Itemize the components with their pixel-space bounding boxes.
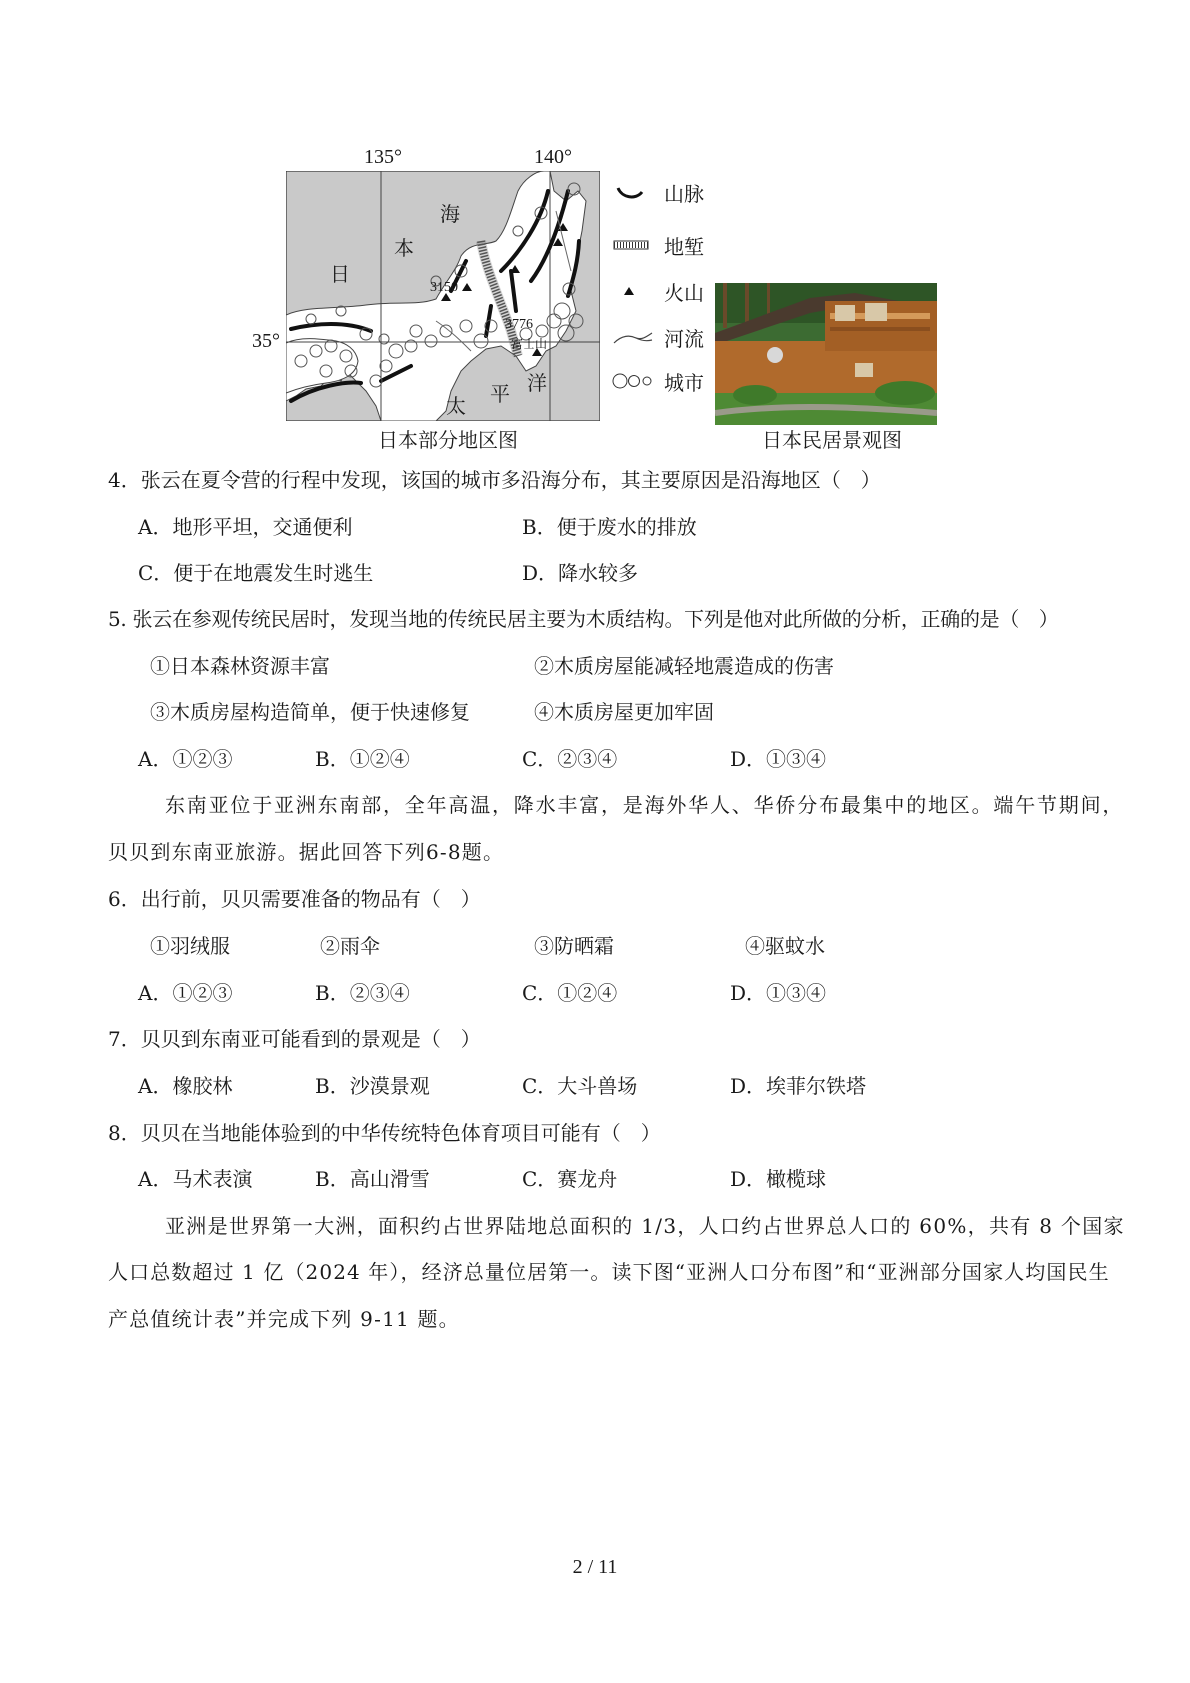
passage-9-11-line3: 产总值统计表”并完成下列 9-11 题。 [108,1307,460,1331]
q6-option-d: D．①③④ [730,981,827,1005]
japan-map-figure [0,0,1190,460]
ocean-label-ping: 平 [490,382,510,406]
graben-icon [612,235,654,255]
lat-label-35: 35° [252,330,280,352]
legend-river: 河流 [612,322,704,352]
sea-label-ri: 日 [330,262,350,286]
q6-item-2: ②雨伞 [320,934,380,958]
q5-item-3: ③木质房屋构造简单，便于快速修复 [150,700,470,724]
q5-option-a: A．①②③ [138,747,233,771]
page-number: 2 / 11 [572,1556,618,1578]
legend-volcano: 火山 [612,276,704,306]
q4-option-c: C．便于在地震发生时逃生 [138,561,374,585]
q5-option-d: D．①③④ [730,747,827,771]
q8-option-d: D．橄榄球 [730,1167,827,1191]
passage-9-11-line2: 人口总数超过 1 亿（2024 年），经济总量位居第一。读下图“亚洲人口分布图”和“亚洲部分国家人均国民生 [108,1260,1110,1284]
passage-6-8-line1: 东南亚位于亚洲东南部，全年高温，降水丰富，是海外华人、华侨分布最集中的地区。端午节期间， [165,793,1125,817]
q7-stem: 7．贝贝到东南亚可能看到的景观是（ ） [108,1027,481,1051]
legend-graben: 地堑 [612,230,704,260]
q5-item-4: ④木质房屋更加牢固 [534,700,714,724]
legend-city: 城市 [612,366,704,396]
city-circles-icon [612,371,654,391]
q6-item-4: ④驱蚊水 [745,934,825,958]
volcano-icon [612,281,654,301]
elevation-3776: 3776 [505,317,533,332]
q7-option-d: D．埃菲尔铁塔 [730,1074,867,1098]
q5-option-c: C．②③④ [522,747,618,771]
q4-option-a: A．地形平坦，交通便利 [138,515,353,539]
q4-option-d: D．降水较多 [522,561,639,585]
q8-option-c: C．赛龙舟 [522,1167,618,1191]
ocean-label-yang: 洋 [527,371,547,395]
sea-label-hai: 海 [440,202,460,226]
photo-caption: 日本民居景观图 [762,428,902,452]
q5-item-1: ①日本森林资源丰富 [150,654,330,678]
passage-6-8-line2: 贝贝到东南亚旅游。据此回答下列6-8题。 [108,840,505,864]
river-icon [612,327,654,347]
passage-9-11-line1: 亚洲是世界第一大洲，面积约占世界陆地总面积的 1/3，人口约占世界总人口的 60%，共有 8 个国家 [165,1214,1125,1238]
elevation-3150: 3150 [430,280,458,295]
q7-option-c: C．大斗兽场 [522,1074,638,1098]
q4-option-b: B．便于废水的排放 [522,515,697,539]
q6-option-a: A．①②③ [138,981,233,1005]
sea-label-ben: 本 [394,236,414,260]
q6-option-c: C．①②④ [522,981,618,1005]
q5-stem: 5. 张云在参观传统民居时，发现当地的传统民居主要为木质结构。下列是他对此所做的分析，正确的是（ ） [108,607,1059,631]
q5-item-2: ②木质房屋能减轻地震造成的伤害 [534,654,834,678]
legend-mountain-range: 山脉 [612,177,704,207]
q8-option-b: B．高山滑雪 [315,1167,430,1191]
map-caption: 日本部分地区图 [378,428,518,452]
q6-item-3: ③防晒霜 [534,934,614,958]
q8-stem: 8．贝贝在当地能体验到的中华传统特色体育项目可能有（ ） [108,1121,661,1145]
q8-option-a: A．马术表演 [138,1167,253,1191]
ocean-label-tai: 太 [446,394,466,418]
q4-stem: 4．张云在夏令营的行程中发现，该国的城市多沿海分布，其主要原因是沿海地区（ ） [108,468,881,492]
q5-option-b: B．①②④ [315,747,410,771]
log-house-illustration [715,283,937,425]
q7-option-a: A．橡胶林 [138,1074,233,1098]
lon-label-140: 140° [534,146,572,168]
japanese-house-photo [715,283,937,425]
lon-label-135: 135° [364,146,402,168]
mount-fuji-label: 富士山 [511,337,548,351]
q6-item-1: ①羽绒服 [150,934,230,958]
q6-option-b: B．②③④ [315,981,410,1005]
mountain-range-icon [612,182,654,202]
q7-option-b: B．沙漠景观 [315,1074,430,1098]
q6-stem: 6．出行前，贝贝需要准备的物品有（ ） [108,887,481,911]
